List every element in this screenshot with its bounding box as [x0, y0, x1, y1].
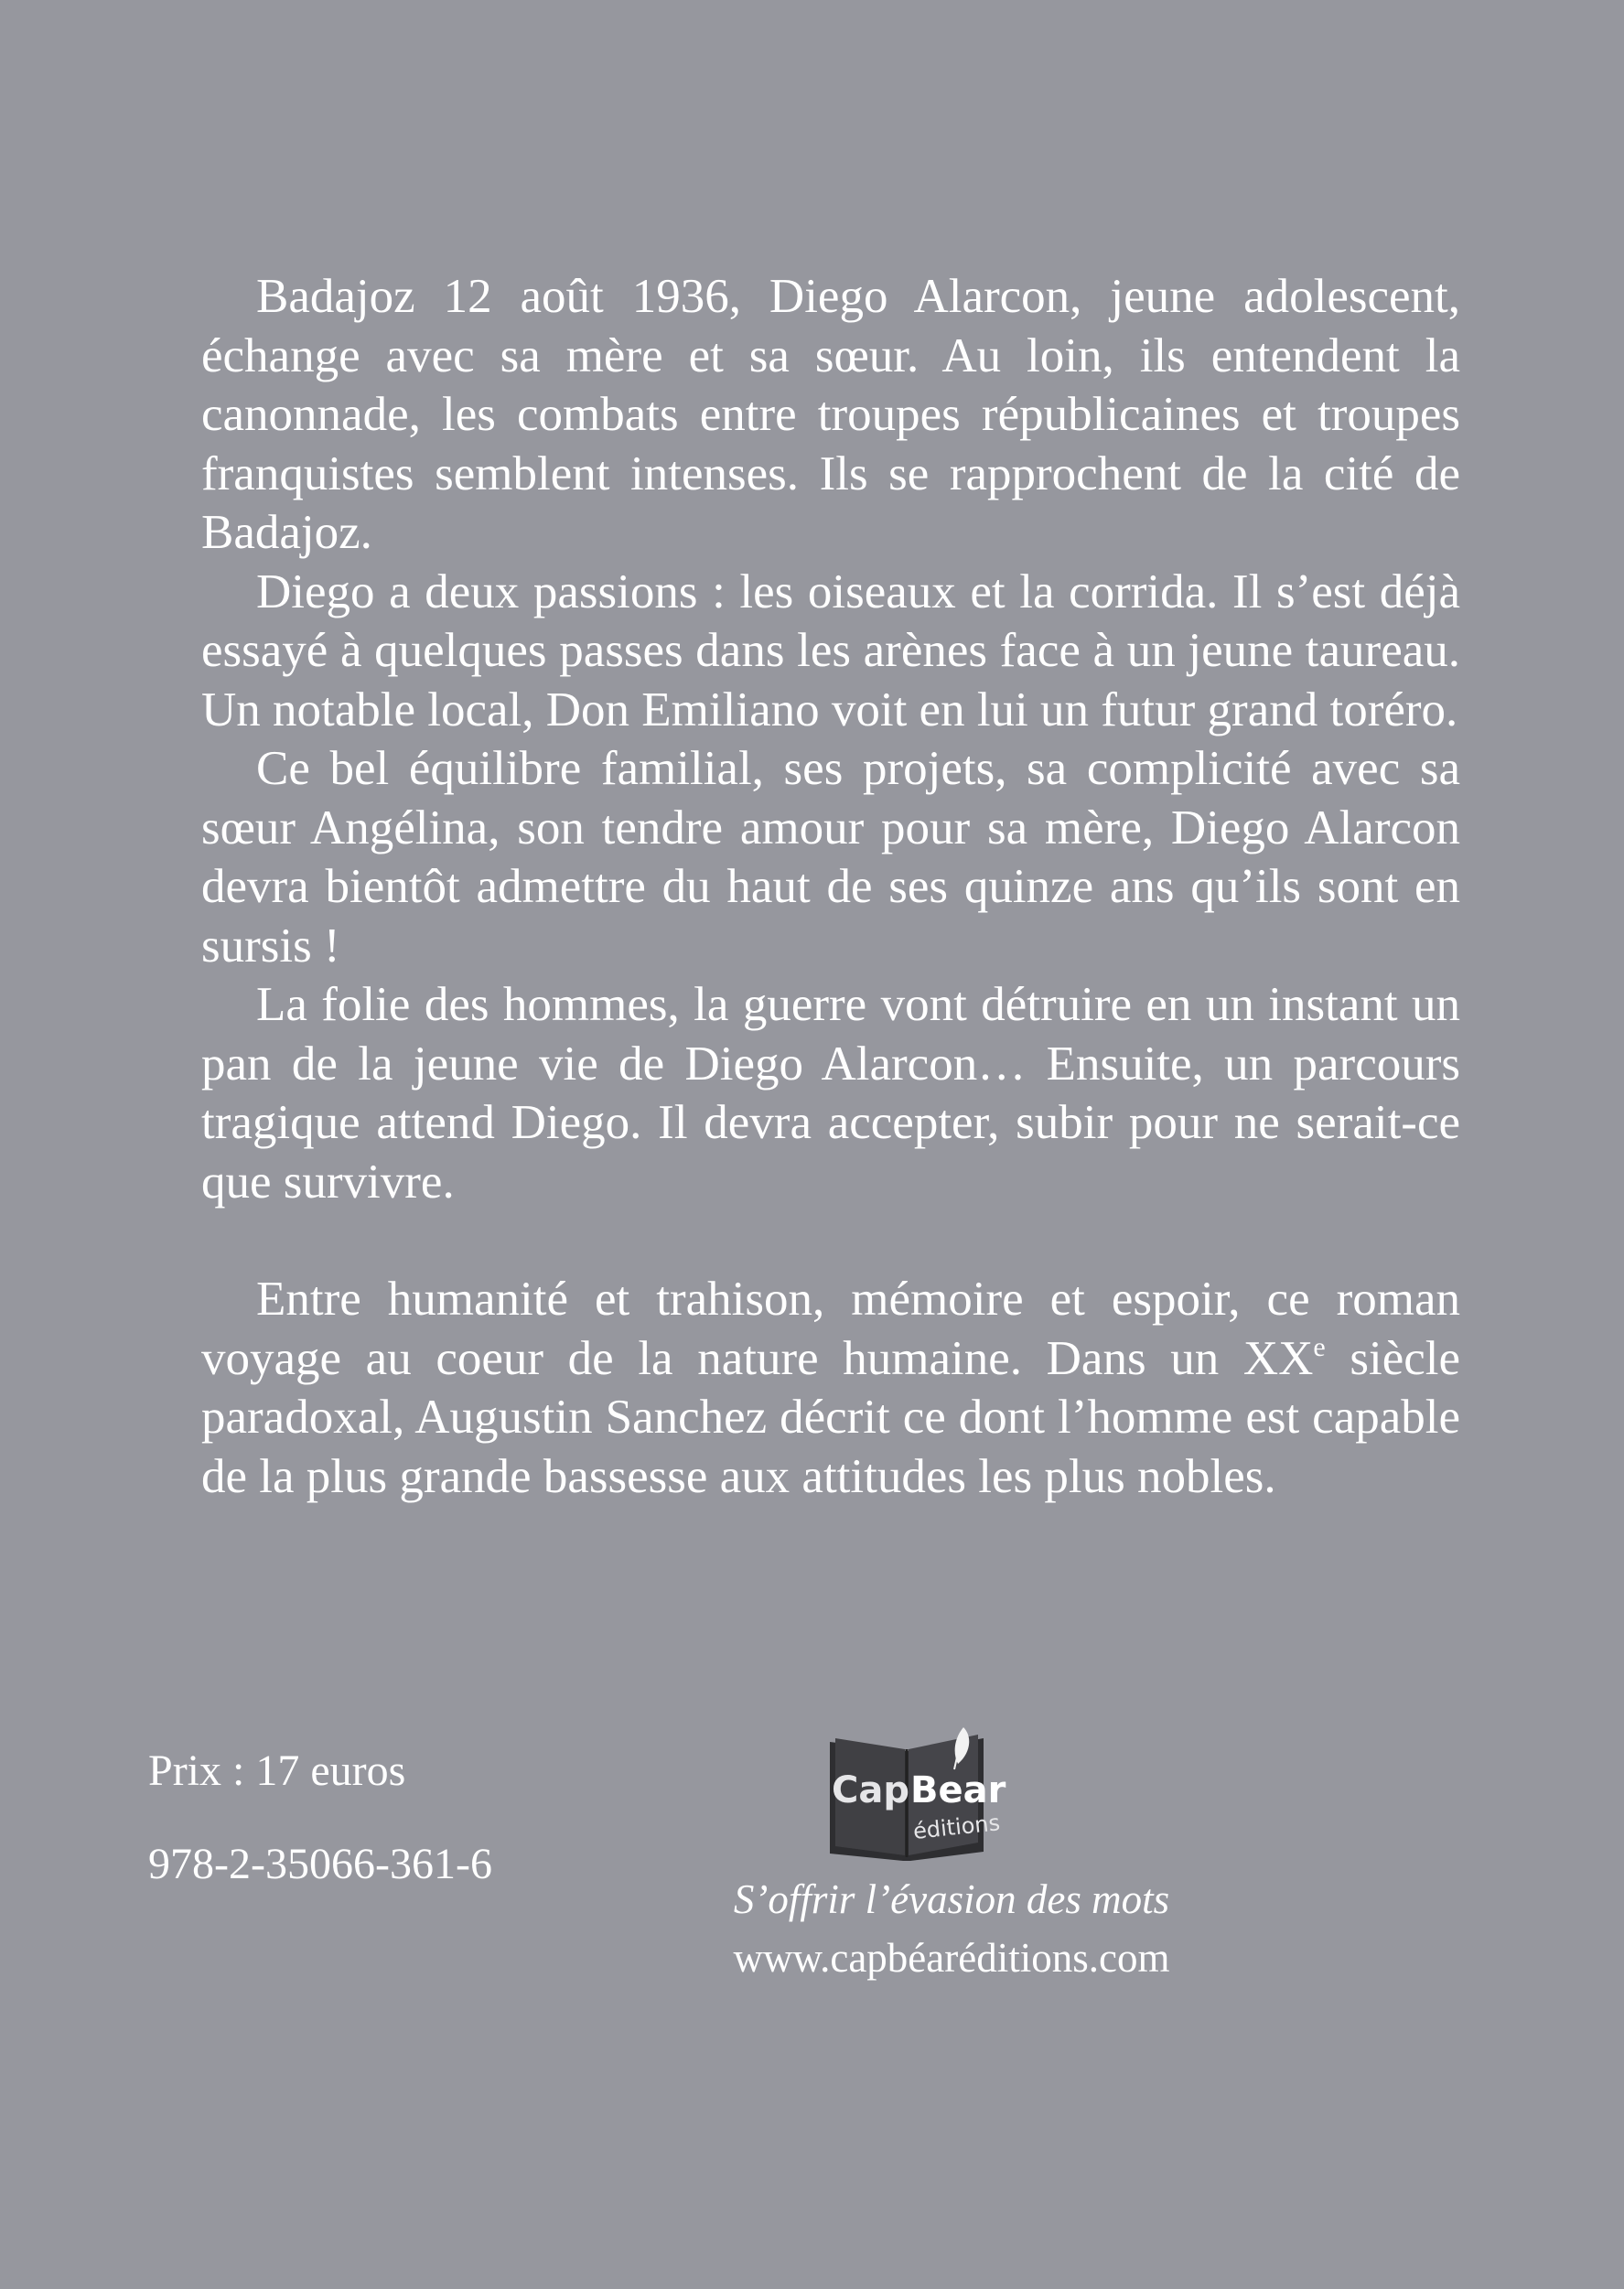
- logo-cap-text: Cap: [832, 1769, 909, 1811]
- logo-editions-text: éditions: [911, 1810, 1002, 1844]
- publisher-website: www.capbéaréditions.com: [733, 1935, 1170, 1981]
- century-superscript: e: [1313, 1331, 1326, 1362]
- blurb-p5-end: siècle paradoxal, Augustin Sanchez décrit ce dont l’homme est capable de la plus grande bassesse aux attitudes les plus nobles.: [201, 1331, 1460, 1503]
- isbn-number: 978-2-35066-361-6: [148, 1840, 492, 1888]
- publisher-tagline: S’offrir l’évasion des mots: [733, 1876, 1170, 1922]
- blurb-paragraph-1: Badajoz 12 août 1936, Diego Alarcon, jeune adolescent, échange avec sa mère et sa sœur. Au loin, ils entendent la canonnade, les combats entre troupes républicaines et troupes franquistes semblent intenses. Ils se rapprochent de la cité de Badajoz.: [201, 270, 1460, 559]
- logo-bear-text: Bear: [910, 1769, 1006, 1811]
- blurb-paragraph-3: Ce bel équilibre familial, ses projets, sa complicité avec sa sœur Angélina, son tendre amour pour sa mère, Diego Alarcon devra bientôt admettre du haut de ses quinze ans qu’ils sont en sursis !: [201, 742, 1460, 973]
- capbear-logo: [826, 1725, 1006, 1863]
- blurb-paragraph-5: [201, 1270, 1460, 1506]
- paragraph-spacer: [201, 1211, 1460, 1270]
- price-label: Prix : 17 euros: [148, 1746, 406, 1795]
- back-cover-blurb: [201, 267, 1460, 1506]
- blurb-p5-start: Entre humanité et trahison, mémoire et espoir, ce roman voyage au coeur de la nature humaine. Dans un XX: [201, 1273, 1460, 1385]
- blurb-paragraph-2: Diego a deux passions : les oiseaux et la corrida. Il s’est déjà essayé à quelques passes dans les arènes face à un jeune taureau. Un notable local, Don Emiliano voit en lui un futur grand toréro.: [201, 564, 1460, 736]
- blurb-paragraph-4: La folie des hommes, la guerre vont détruire en un instant un pan de la jeune vie de Diego Alarcon… Ensuite, un parcours tragique attend Diego. Il devra accepter, subir pour ne serait-ce que survivre.: [201, 978, 1460, 1209]
